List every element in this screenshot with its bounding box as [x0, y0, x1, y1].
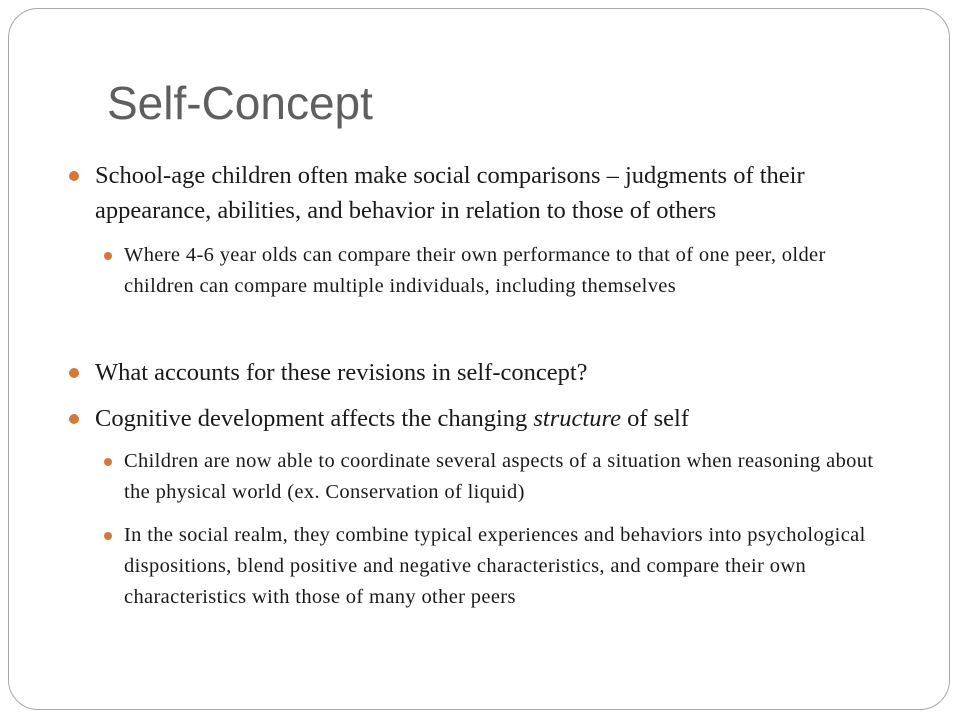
bullet-dot-icon — [69, 368, 79, 378]
bullet-text-before: Cognitive development affects the changing — [95, 405, 534, 432]
bullet-dot-icon — [69, 414, 79, 424]
bullet-text: School-age children often make social comparisons – judgments of their appearance, abilities, and behavior in relation to those of others — [95, 162, 805, 224]
bullet-dot-icon — [69, 171, 79, 181]
bullet-social-comparisons — [95, 158, 885, 228]
bullet-social-realm — [124, 520, 894, 613]
bullet-text: In the social realm, they combine typical experiences and behaviors into psychological dispositions, blend positive and negative characteristics, and compare their own characteristics with those of many other peers — [124, 524, 866, 608]
bullet-text: What accounts for these revisions in self-concept? — [95, 359, 588, 386]
bullet-dot-icon — [104, 458, 112, 466]
bullet-dot-icon — [104, 532, 112, 540]
bullet-peer-comparison — [124, 240, 894, 302]
bullet-text: Children are now able to coordinate several aspects of a situation when reasoning about the physical world (ex. Conservation of liquid) — [124, 450, 874, 503]
bullet-emphasis: structure — [533, 405, 621, 432]
bullet-cognitive-development — [95, 401, 885, 436]
bullet-text: Where 4-6 year olds can compare their own performance to that of one peer, older children can compare multiple individuals, including themselves — [124, 244, 826, 297]
bullet-text-after: of self — [620, 405, 689, 432]
slide-title: Self-Concept — [107, 77, 373, 129]
bullet-revisions-question — [95, 355, 885, 390]
bullet-physical-world — [124, 446, 894, 508]
bullet-dot-icon — [104, 252, 112, 260]
